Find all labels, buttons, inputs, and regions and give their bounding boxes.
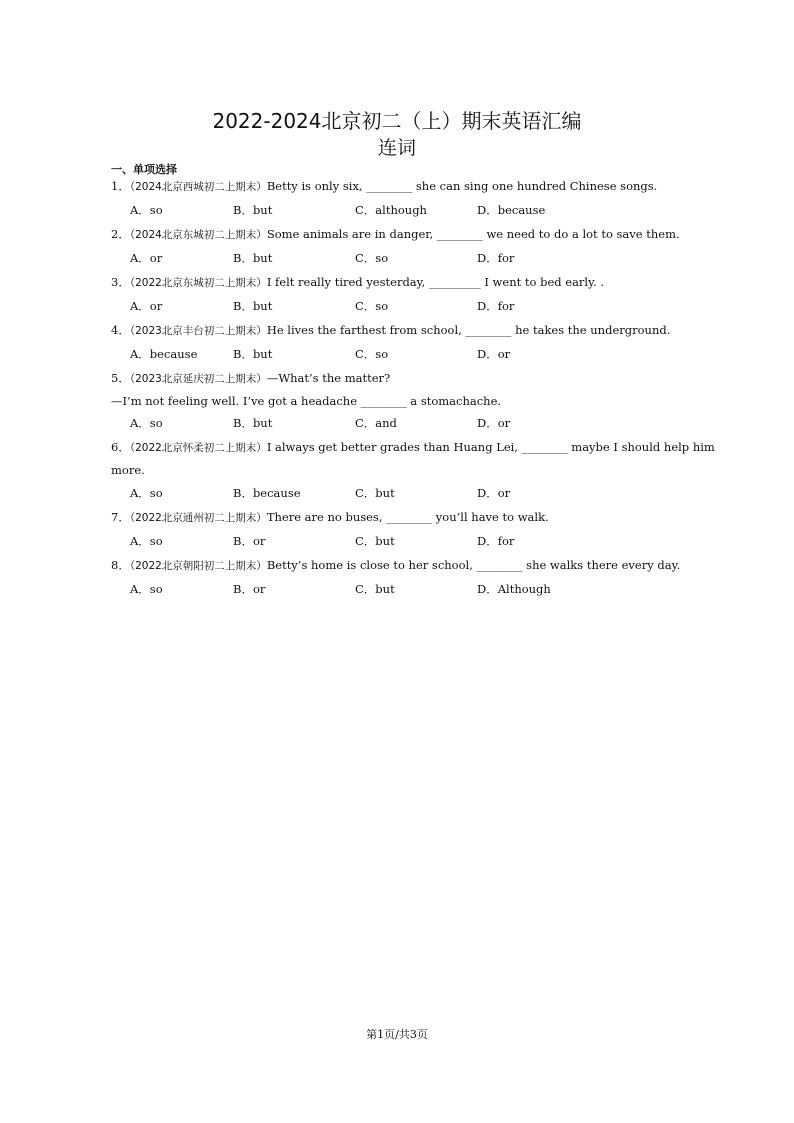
option-d: D．or — [477, 416, 511, 430]
question-number: 2． — [111, 227, 130, 241]
option-d: D．for — [477, 534, 515, 548]
question-text: There are no buses, ________ you’ll have to walk. — [266, 510, 549, 524]
question-2 — [111, 226, 680, 243]
option-c: C．but — [355, 486, 395, 500]
question-5 — [111, 370, 390, 387]
page-subtitle: 连词 — [377, 137, 416, 159]
question-2-options — [130, 250, 690, 266]
question-4 — [111, 322, 670, 339]
option-a: A．because — [130, 347, 198, 361]
question-8-options — [130, 581, 690, 597]
question-5-options — [130, 415, 690, 431]
question-number: 5． — [111, 371, 130, 385]
option-a: A．or — [130, 299, 163, 313]
question-source: （2023北京丰台初二上期末） — [129, 325, 267, 337]
option-d: D．because — [477, 203, 546, 217]
question-4-options — [130, 346, 690, 362]
option-c: C．and — [355, 416, 397, 430]
option-c: C．so — [355, 251, 389, 265]
question-3 — [111, 274, 604, 291]
option-d: D．or — [477, 347, 511, 361]
option-c: C．so — [355, 347, 389, 361]
section-heading: 一、单项选择 — [111, 163, 177, 176]
option-c: C．but — [355, 582, 395, 596]
question-1-options — [130, 202, 690, 218]
question-text: Some animals are in danger, ________ we need to do a lot to save them. — [266, 227, 680, 241]
question-number: 6． — [111, 440, 130, 454]
question-text: Betty’s home is close to her school, ________ she walks there every day. — [266, 558, 681, 572]
option-b: B．but — [233, 203, 273, 217]
question-6-line-2 — [111, 462, 145, 478]
question-text: I felt really tired yesterday, _________ I went to bed early. . — [266, 275, 605, 289]
page-title: 2022-2024北京初二（上）期末英语汇编 — [212, 109, 582, 133]
option-b: B．but — [233, 251, 273, 265]
question-7-options — [130, 533, 690, 549]
question-source: （2023北京延庆初二上期末） — [129, 373, 267, 385]
option-a: A．so — [130, 582, 163, 596]
question-source: （2022北京怀柔初二上期末） — [129, 442, 267, 454]
question-text: I always get better grades than Huang Lei, ________ maybe I should help him — [266, 440, 715, 454]
question-5-line-2 — [111, 393, 501, 409]
question-6-options — [130, 485, 690, 501]
option-b: B．but — [233, 347, 273, 361]
option-d: D．for — [477, 299, 515, 313]
question-source: （2022北京东城初二上期末） — [129, 277, 267, 289]
option-b: B．because — [233, 486, 301, 500]
option-a: A．or — [130, 251, 163, 265]
question-8 — [111, 557, 680, 574]
option-a: A．so — [130, 203, 163, 217]
question-3-options — [130, 298, 690, 314]
question-source: （2024北京东城初二上期末） — [129, 229, 267, 241]
option-d: D．or — [477, 486, 511, 500]
option-c: C．but — [355, 534, 395, 548]
question-text: Betty is only six, ________ she can sing one hundred Chinese songs. — [266, 179, 658, 193]
question-number: 8． — [111, 558, 130, 572]
option-a: A．so — [130, 534, 163, 548]
option-b: B．or — [233, 534, 266, 548]
question-number: 1． — [111, 179, 130, 193]
option-b: B．or — [233, 582, 266, 596]
page-footer: 第1页/共3页 — [366, 1028, 428, 1041]
option-b: B．but — [233, 416, 273, 430]
question-number: 3． — [111, 275, 130, 289]
option-b: B．but — [233, 299, 273, 313]
question-text: —What’s the matter? — [266, 371, 391, 385]
question-number: 7． — [111, 510, 130, 524]
question-source: （2024北京西城初二上期末） — [129, 181, 267, 193]
question-number: 4． — [111, 323, 130, 337]
question-7 — [111, 509, 549, 526]
option-a: A．so — [130, 486, 163, 500]
question-text: more. — [111, 463, 145, 477]
question-source: （2022北京通州初二上期末） — [129, 512, 267, 524]
option-a: A．so — [130, 416, 163, 430]
option-c: C．although — [355, 203, 427, 217]
option-d: D．Although — [477, 582, 551, 596]
option-c: C．so — [355, 299, 389, 313]
question-6 — [111, 439, 715, 456]
question-text: He lives the farthest from school, ________ he takes the underground. — [266, 323, 671, 337]
option-d: D．for — [477, 251, 515, 265]
question-text: —I’m not feeling well. I’ve got a headache ________ a stomachache. — [111, 394, 502, 408]
question-1 — [111, 178, 657, 195]
question-source: （2022北京朝阳初二上期末） — [129, 560, 267, 572]
